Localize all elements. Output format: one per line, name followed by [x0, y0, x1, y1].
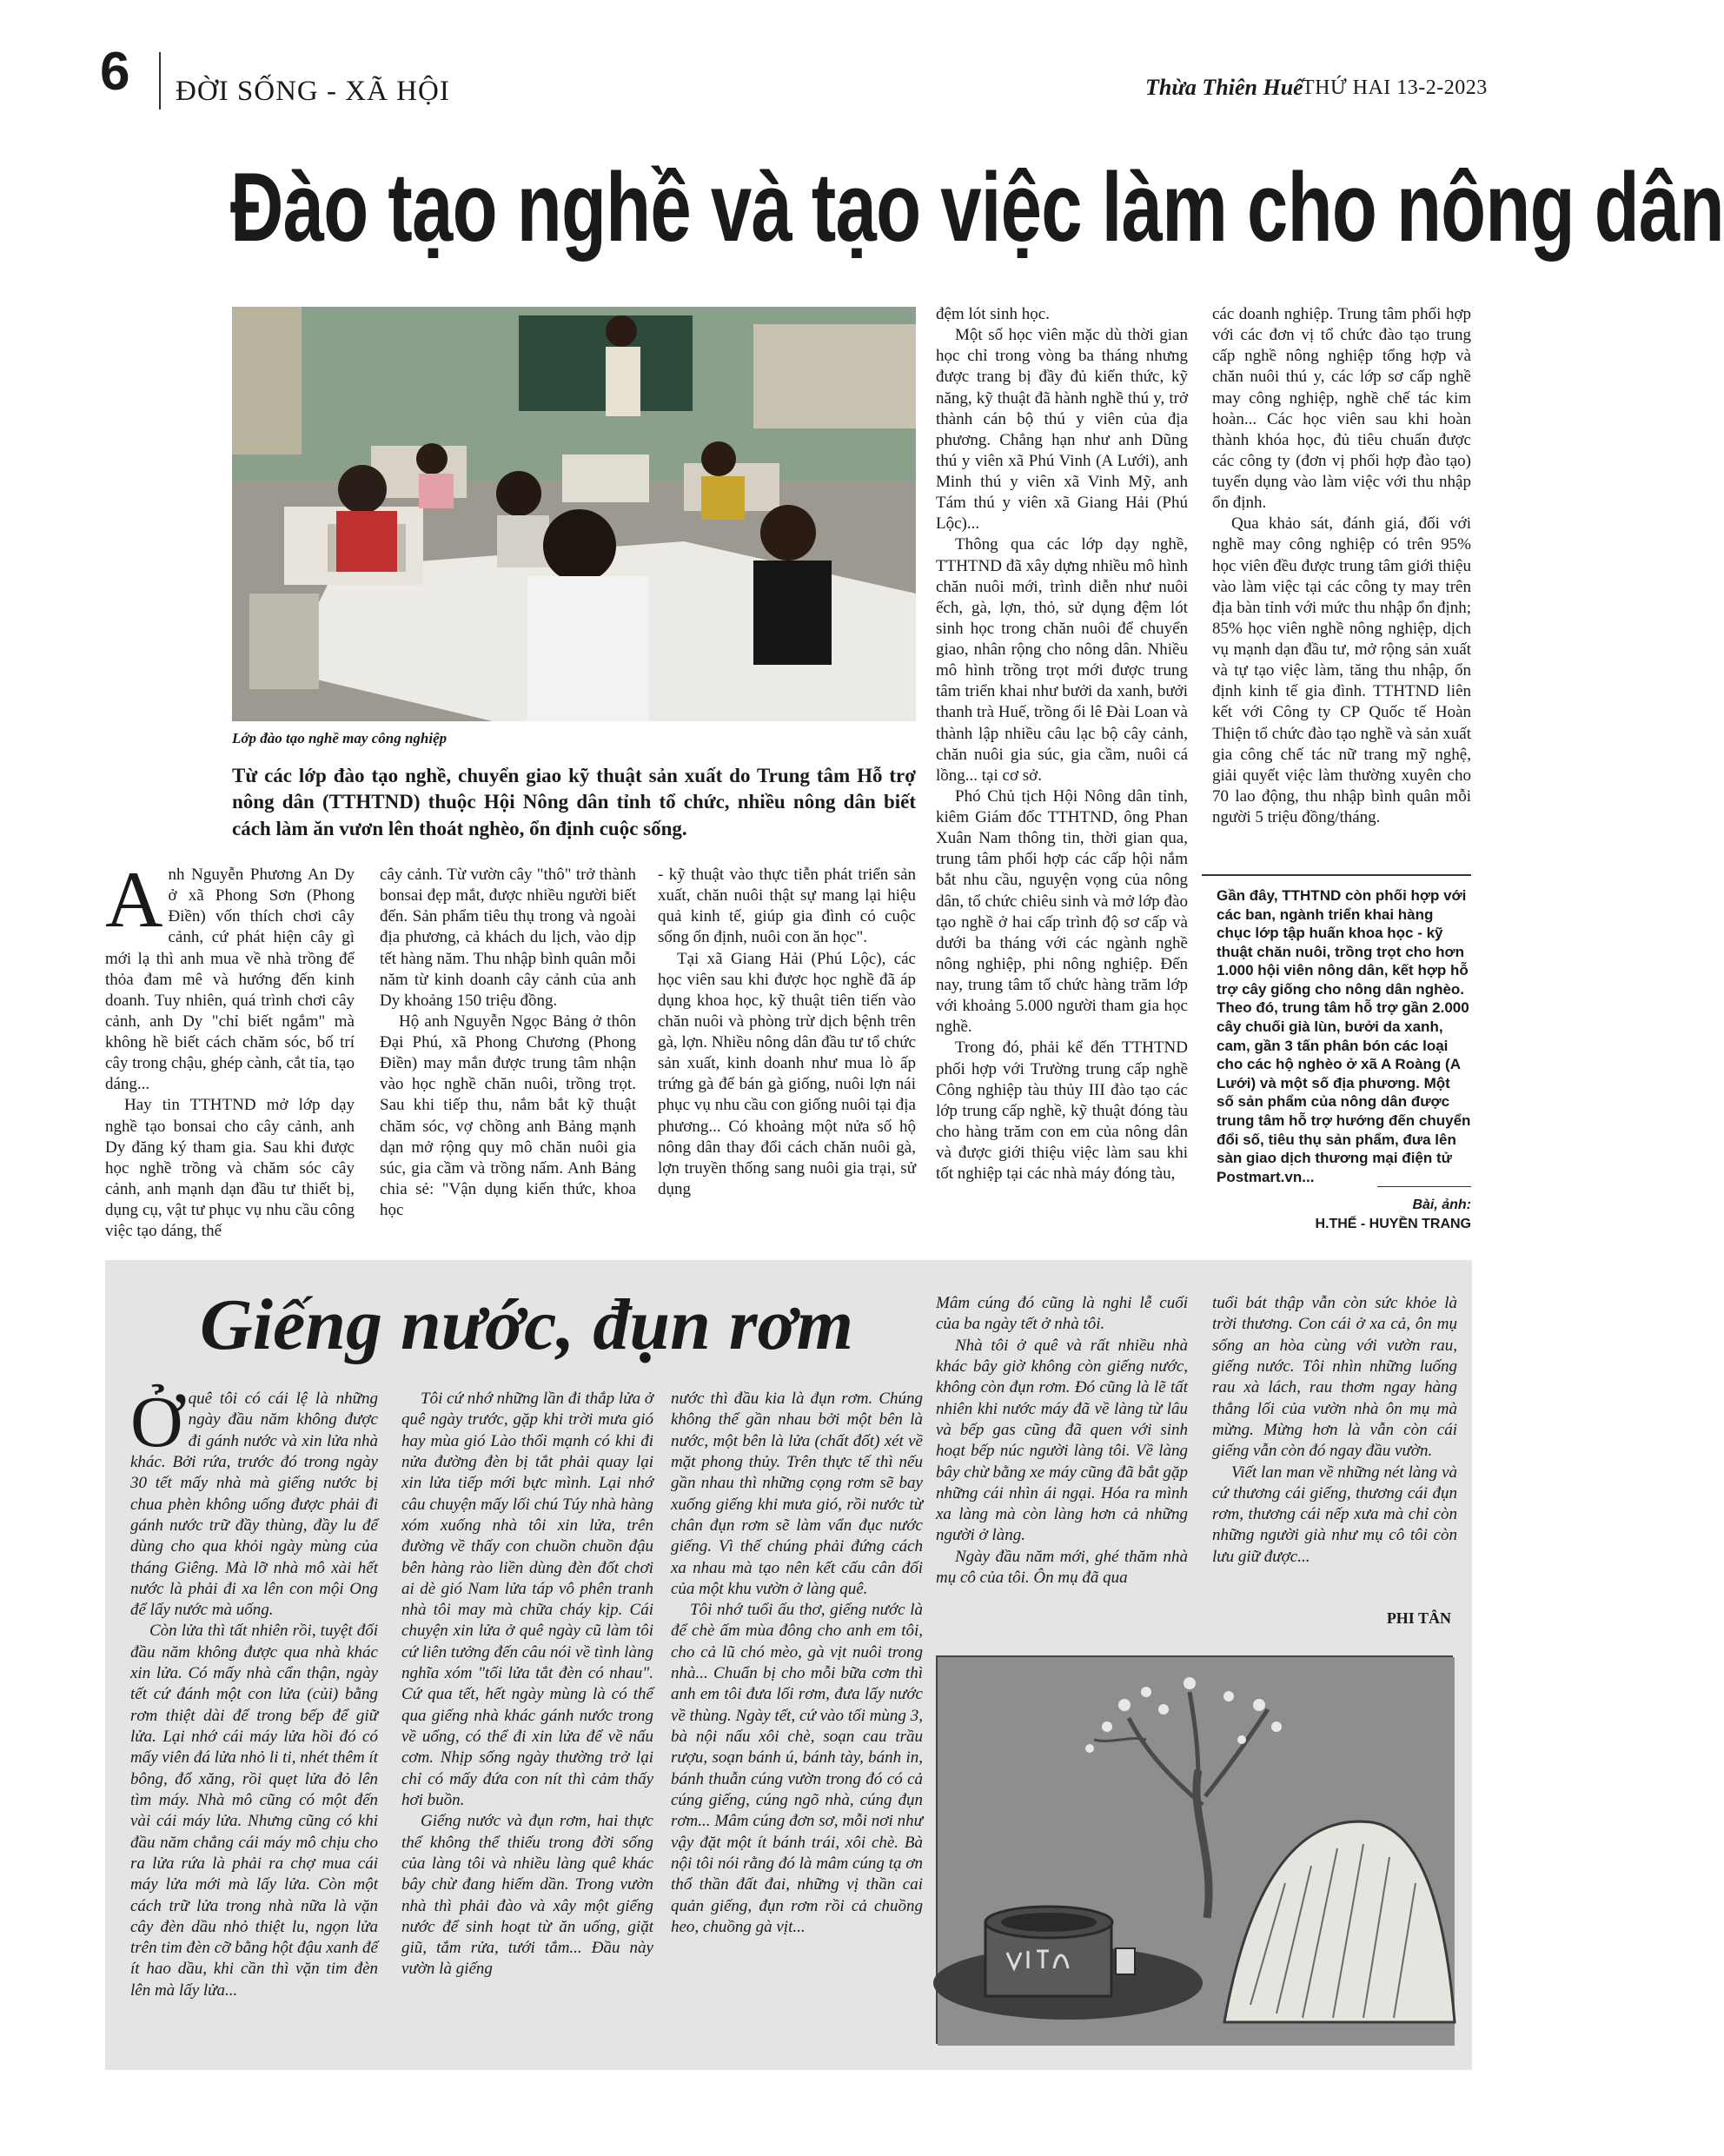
drop-cap: A: [105, 855, 163, 944]
paragraph: nh Nguyễn Phương An Dy ở xã Phong Sơn (Phong Điền) vốn thích chơi cây cảnh, cứ phát hiện cây gì mới lạ thì anh mua về nhà trồng để thỏa đam mê và hướng đến kinh doanh. Tuy nhiên, quá trình chơi cây cảnh, anh Dy "chỉ biết ngắm" mà không hề biết cách chăm sóc, bố trí cây trong chậu, ghép cành, cắt tỉa, tạo dáng...: [105, 866, 355, 1094]
paragraph: Tôi nhớ tuổi ấu thơ, giếng nước là để chè ấm mùa đông cho anh em tôi, cho cả lũ chó mèo, gà vịt nuôi trong nhà... Chuẩn bị cho mỗi bữa cơm thì anh em tôi đưa lối rơm, đưa lấy nước về thùng. Ngày tết, cứ vào tối mùng 3, bà nội nấu xôi chè, soạn cau trầu rượu, soạn bánh ú, bánh tày, bánh in, bánh thuẫn cúng vườn trong đó có cả cúng giếng, cúng ngõ nhà, cúng đụn rơm... Mâm cúng đơn sơ, mỗi nơi như vậy đặt một ít bánh trái, xôi chè. Bà nội tôi nói rằng đó là mâm cúng tạ ơn thổ thần đất đai, những vị thần cai quản giếng, đụn rơm rồi cả chuồng heo, chuồng gà vịt...: [671, 1601, 923, 1936]
paragraph: Phó Chủ tịch Hội Nông dân tỉnh, kiêm Giám đốc TTHTND, ông Phan Xuân Nam thông tin, thời gian qua, trung tâm phối hợp các cấp hội nắm bắt nhu cầu, nguyện vọng của nông dân, tổ chức chiêu sinh và mở lớp đào tạo nghề ở hai cấp trình độ sơ cấp và dưới ba tháng với các ngành nghề nông nghiệp, phi nông nghiệp. Đến nay, trung tâm tổ chức hàng trăm lớp với khoảng 5.000 người tham gia học nghề.: [936, 786, 1188, 1037]
credit-label: Bài, ảnh:: [1412, 1197, 1471, 1212]
paragraph: Tại xã Giang Hải (Phú Lộc), các học viên sau khi được học nghề đã áp dụng khoa học, kỹ thuật tiên tiến vào chăn nuôi và phòng trừ dịch bệnh trên gà, lợn. Nhiều nông dân đầu tư tổ chức sản xuất, kinh doanh như mua lò ấp trứng gà để bán gà giống, nuôi lợn nái phục vụ nhu cầu con giống nuôi tại địa phương... Có khoảng một nửa số hộ nông dân thay đổi cách chăn nuôi gà, lợn truyền thống sang nuôi gia trại, sử dụng: [658, 949, 916, 1198]
paragraph: Hộ anh Nguyễn Ngọc Bảng ở thôn Đại Phú, xã Phong Chương (Phong Điền) may mắn được trung tâm nhận vào học nghề chăn nuôi, trồng trọt. Sau khi tiếp thu, nắm bắt kỹ thuật chăm sóc, vợ chồng anh Bảng mạnh dạn mở rộng quy mô chăn nuôi gia súc, gia cầm và trồng nấm. Anh Bảng chia sẻ: "Vận dụng kiến thức, khoa học: [380, 1012, 636, 1219]
essay-column-2: [401, 1389, 653, 1980]
article-lead: Từ các lớp đào tạo nghề, chuyển giao kỹ thuật sản xuất do Trung tâm Hỗ trợ nông dân (TTHTND) thuộc Hội Nông dân tỉnh tổ chức, nhiều nông dân biết cách làm ăn vươn lên thoát nghèo, ổn định cuộc sống.: [232, 765, 916, 839]
photo-illustration: [232, 307, 916, 721]
paragraph: Mâm cúng đó cũng là nghi lễ cuối của ba ngày tết ở nhà tôi.: [936, 1294, 1188, 1334]
issue-date: THỨ HAI 13-2-2023: [1302, 76, 1488, 99]
paragraph: Một số học viên mặc dù thời gian học chỉ trong vòng ba tháng nhưng được trang bị đầy đủ kiến thức, kỹ năng, kỹ thuật đã hành nghề thú y, trở thành cán bộ thú y viên của địa phương. Chẳng hạn như anh Dũng thú y viên xã Phú Vinh (A Lưới), anh Minh thú y viên xã Vinh Mỹ, anh Tám thú y viên xã Giang Hải (Phú Lộc)...: [936, 326, 1188, 534]
paragraph: Nhà tôi ở quê và rất nhiều nhà khác bây giờ không còn giếng nước, không còn đụn rơm. Đó cũng là lẽ tất nhiên khi nước máy đã về làng từ lâu và bếp gas cũng đã quen với sinh hoạt bếp núc người làng tôi. Về làng bây chừ bằng xe máy cũng đã bắt gặp những cái nhìn ái ngại. Hóa ra mình xa làng mà còn làng hơn cả những người ở làng.: [936, 1336, 1188, 1545]
page-number: 6: [100, 42, 130, 102]
sewing-class-photo: [232, 307, 916, 721]
paragraph: Qua khảo sát, đánh giá, đối với nghề may công nghiệp có trên 95% học viên đều được trung tâm giới thiệu vào làm việc tại các công ty may trên địa bàn tỉnh với mức thu nhập ổn định; 85% học viên nghề nông nghiệp, dịch vụ mạnh dạn đầu tư, mở rộng sản xuất và tự tạo việc làm, tăng thu nhập, ổn định kinh tế gia đình. TTHTND liên kết với Công ty CP Quốc tế Hoàn Thiện tổ chức đào tạo nghề và sản xuất gia công chế tác nữ trang mỹ nghệ, giải quyết việc làm thường xuyên cho 70 lao động, thu nhập bình quân mỗi người 5 triệu đồng/tháng.: [1212, 514, 1471, 826]
paragraph: - kỹ thuật vào thực tiễn phát triển sản xuất, chăn nuôi thật sự mang lại hiệu quả kinh tế, giúp gia đình có cuộc sống ổn định, nuôi con ăn học".: [658, 866, 916, 947]
drop-cap: Ở: [130, 1382, 183, 1463]
essay-column-3: [671, 1389, 923, 1938]
paragraph: các doanh nghiệp. Trung tâm phối hợp với các đơn vị tổ chức đào tạo trung cấp nghề nông nghiệp tổng hợp và chăn nuôi thú y, các lớp sơ cấp nghề may công nghiệp, nghề chế tác kim hoàn... Các học viên sau khi hoàn thành khóa học, đủ tiêu chuẩn được các công ty (đơn vị phối hợp đào tạo) tuyển dụng vào làm việc với thu nhập ổn định.: [1212, 305, 1471, 513]
article-headline: Đào tạo nghề và tạo việc làm cho nông dân: [230, 153, 1724, 262]
sidebar-divider: [1202, 874, 1471, 876]
paragraph: Trong đó, phải kể đến TTHTND phối hợp với Trường trung cấp nghề Công nghiệp tàu thủy III đào tạo các lớp trung cấp nghề, kỹ thuật đóng tàu cho hàng trăm con em của nông dân và được giới thiệu việc làm sau khi tốt nghiệp tại các nhà máy đóng tàu,: [936, 1038, 1188, 1184]
paragraph: cây cảnh. Từ vườn cây "thô" trở thành bonsai đẹp mắt, được nhiều người biết đến. Sản phẩm tiêu thụ trong và ngoài địa phương, cả khách du lịch, vào dịp tết hàng năm. Thu nhập bình quân mỗi năm từ kinh doanh cây cảnh của anh Dy khoảng 150 triệu đồng.: [380, 866, 636, 1010]
paragraph: Còn lửa thì tất nhiên rồi, tuyệt đối đầu năm không được qua nhà khác xin lửa. Có mấy nhà cẩn thận, ngày tết cứ đánh một con lửa (củi) bằng rơm thiệt dài để trong bếp để giữ lửa. Lại nhớ cái máy lửa hồi đó có mấy viên đá lửa nhỏ li ti, nhét thêm ít bông, đổ xăng, rồi quẹt lửa đỏ lên tìm máy. Nhà mô cũng có một đến vài cái máy lửa. Nhưng cũng có khi đầu năm chẳng cái máy mô chịu cho ra lửa rứa là phải ra chợ mua cái máy lửa mới mà lấy lửa. Còn một cách trữ lửa trong nhà nữa là vặn cây đèn dầu nhỏ thiệt lu, ngọn lửa trên tim đèn cỡ bằng hột đậu xanh để ít hao dầu, khi cần thì vặn tim đèn lên mà lấy lửa...: [130, 1622, 378, 2000]
essay-title: Giếng nước, đụn rơm: [200, 1284, 853, 1365]
paragraph: Giếng nước và đụn rơm, hai thực thể không thể thiếu trong đời sống của làng tôi và nhiều làng quê khác bây chừ đang hiếm dần. Trong vườn nhà thì phải đào và xây một giếng nước để sinh hoạt từ ăn uống, giặt giũ, tắm rửa, tưới tắm... Đầu này vườn là giếng: [401, 1812, 653, 1979]
article-column-3: [658, 865, 916, 1200]
paragraph: Thông qua các lớp dạy nghề, TTHTND đã xây dựng nhiều mô hình chăn nuôi mới, trình diễn như nuôi ếch, gà, lợn, thỏ, sử dụng đệm lót sinh học trong chăn nuôi để chuyển giao, nhân rộng cho nông dân. Nhiều mô hình trồng trọt mới được trung tâm triển khai như bưởi da xanh, bưởi thanh trà Huế, trồng ổi lê Đài Loan và thành lập nhiều câu lạc bộ cây cảnh, chăn nuôi gia súc, gia cầm, nuôi cá lồng... tại cơ sở.: [936, 535, 1188, 785]
illustration-drawing: [938, 1657, 1455, 2046]
photo-caption: Lớp đào tạo nghề may công nghiệp: [232, 730, 448, 746]
paragraph: Hay tin TTHTND mở lớp dạy nghề tạo bonsai cho cây cảnh, anh Dy đăng ký tham gia. Sau khi được học nghề trồng và chăm sóc cây cảnh, anh mạnh dạn đầu tư thiết bị, dụng cụ, vật tư phục vụ nhu cầu công việc tạo dáng, thế: [105, 1096, 355, 1241]
paragraph: tuổi bát thập vẫn còn sức khỏe là trời thương. Con cái ở xa cả, ôn mụ sống an hòa cùng với vườn rau, giếng nước. Tôi nhìn những luống rau xà lách, rau thơm ngay hàng thẳng lối của vườn nhà ôn mụ mà mừng. Mừng hơn là vẫn còn cái giếng vẫn còn đó ngay đầu vườn.: [1212, 1294, 1457, 1461]
article-column-4: [936, 304, 1188, 1184]
article-column-5: [1212, 304, 1471, 828]
byline: H.THẾ - HUYỀN TRANG: [1315, 1217, 1471, 1231]
essay-column-1: [130, 1382, 378, 2001]
header-divider: [159, 52, 161, 109]
essay-column-5: [1212, 1293, 1457, 1568]
paragraph: Viết lan man về những nét làng và cứ thương cái giếng, thương cái đụn rơm, thương cái nếp xưa mà chỉ còn những người già như mụ cô tôi còn lưu giữ được...: [1212, 1463, 1457, 1566]
paragraph: Tôi cứ nhớ những lần đi thắp lửa ở quê ngày trước, gặp khi trời mưa gió hay mùa gió Lào thổi mạnh có khi đi nửa đường đèn bị tắt phải quay lại xin lửa tiếp mới bực mình. Lại nhớ câu chuyện mấy lối chú Túy nhà hàng xóm xuống nhà tôi xin lửa, trên đường về thấy con chuồn chuồn đậu bên hàng rào liền dùng đèn đốt chơi ai dè gió Nam lửa táp vô phên tranh nhà tôi may mà chữa cháy kịp. Cái chuyện xin lửa ở quê ngày cũ làm tôi cứ liên tưởng đến câu nói về tình làng nghĩa xóm "tối lửa tắt đèn có nhau". Cứ qua tết, hết ngày mùng là có thể qua giếng nhà khác gánh nước trong về uống, có thể đi xin lửa để về nấu cơm. Nhịp sống ngày thường trở lại chỉ có mấy đứa con nít thì cảm thấy hơi buồn.: [401, 1390, 653, 1809]
essay-column-4: [936, 1293, 1188, 1589]
well-and-haystack-illustration: [936, 1655, 1453, 2044]
section-title: ĐỜI SỐNG - XÃ HỘI: [176, 76, 450, 107]
essay-author: PHI TÂN: [1386, 1609, 1451, 1627]
article-column-2: [380, 865, 636, 1221]
masthead: Thừa Thiên Huế: [1145, 75, 1303, 100]
paragraph: quê tôi có cái lệ là những ngày đầu năm không được đi gánh nước và xin lửa nhà khác. Bởi rứa, trước đó trong ngày 30 tết mấy nhà mà giếng nước bị chua phèn không uống được phải đi gánh nước trữ đầy thùng, đầy lu để dùng cho qua khỏi ngày mùng của tháng Giêng. Mà lỡ nhà mô xài hết nước là phải đi xa lên con mội Ong để lấy nước mà uống.: [130, 1390, 378, 1620]
sidebar-box: Gần đây, TTHTND còn phối hợp với các ban, ngành triển khai hàng chục lớp tập huấn khoa học - kỹ thuật chăn nuôi, trồng trọt cho hơn 1.000 hội viên nông dân, kết hợp hỗ trợ cây giống cho nông dân nghèo. Theo đó, trung tâm hỗ trợ gần 2.000 cây chuối già lùn, bưởi da xanh, cam, gần 3 tấn phân bón các loại cho các hộ nghèo ở xã A Roàng (A Lưới) và một số địa phương. Một số sản phẩm của nông dân được trung tâm hỗ trợ hướng đến chuyển đổi số, tiêu thụ sản phẩm, đưa lên sàn giao dịch thương mại điện tử Postmart.vn...: [1217, 887, 1471, 1185]
paragraph: Ngày đầu năm mới, ghé thăm nhà mụ cô của tôi. Ôn mụ đã qua: [936, 1547, 1188, 1588]
paragraph: nước thì đầu kia là đụn rơm. Chúng không thể gần nhau bởi một bên là nước, một bên là lửa (chất đốt) xét về mặt phong thủy. Trên thực tế thì nếu gần nhau thì những cọng rơm sẽ bay xuống giếng khi mưa gió, rồi nước từ chân đụn rơm sẽ làm vẩn đục nước giếng. Vì thế chúng phải đứng cách xa nhau mà tạo nên kết cấu cân đối của một khu vườn ở làng quê.: [671, 1390, 923, 1598]
paragraph: đệm lót sinh học.: [936, 305, 1050, 323]
credit-divider: [1377, 1186, 1471, 1187]
article-column-1: [105, 855, 355, 1242]
